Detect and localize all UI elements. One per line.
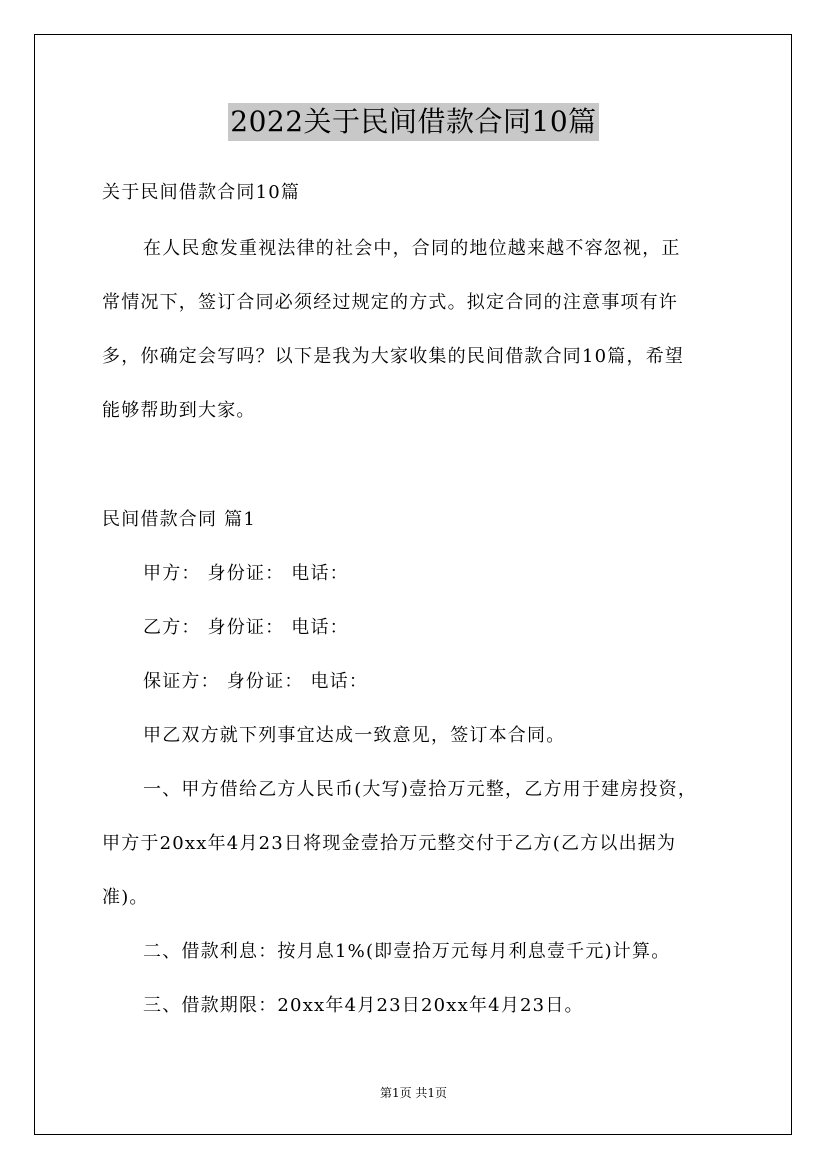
party-jia: 甲方： 身份证： 电话：: [143, 563, 349, 584]
intro-line-1: 在人民愈发重视法律的社会中，合同的地位越来越不容忽视，正: [143, 238, 681, 259]
party-guarantor: 保证方： 身份证： 电话：: [143, 671, 369, 692]
clause-line: 一、甲方借给乙方人民币(大写)壹拾万元整，乙方用于建房投资，: [143, 779, 698, 800]
clause-line: 三、借款期限：20xx年4月23日20xx年4月23日。: [143, 995, 584, 1016]
section-heading: 民间借款合同 篇1: [102, 509, 256, 530]
clause-line: 准)。: [102, 887, 149, 908]
party-yi: 乙方： 身份证： 电话：: [143, 617, 349, 638]
subtitle: 关于民间借款合同10篇: [102, 182, 301, 203]
intro-line-4: 能够帮助到大家。: [102, 400, 256, 421]
intro-line-2: 常情况下，签订合同必须经过规定的方式。拟定合同的注意事项有许: [102, 292, 678, 313]
clause-line: 甲乙双方就下列事宜达成一致意见，签订本合同。: [143, 725, 566, 746]
page-footer: 第1页 共1页: [379, 1086, 448, 1100]
clause-line: 二、借款利息：按月息1%(即壹拾万元每月利息壹千元)计算。: [143, 941, 671, 962]
intro-line-3: 多，你确定会写吗？以下是我为大家收集的民间借款合同10篇，希望: [102, 346, 685, 367]
clause-line: 甲方于20xx年4月23日将现金壹拾万元整交付于乙方(乙方以出据为: [102, 833, 677, 854]
document-title: 2022关于民间借款合同10篇: [228, 103, 598, 141]
